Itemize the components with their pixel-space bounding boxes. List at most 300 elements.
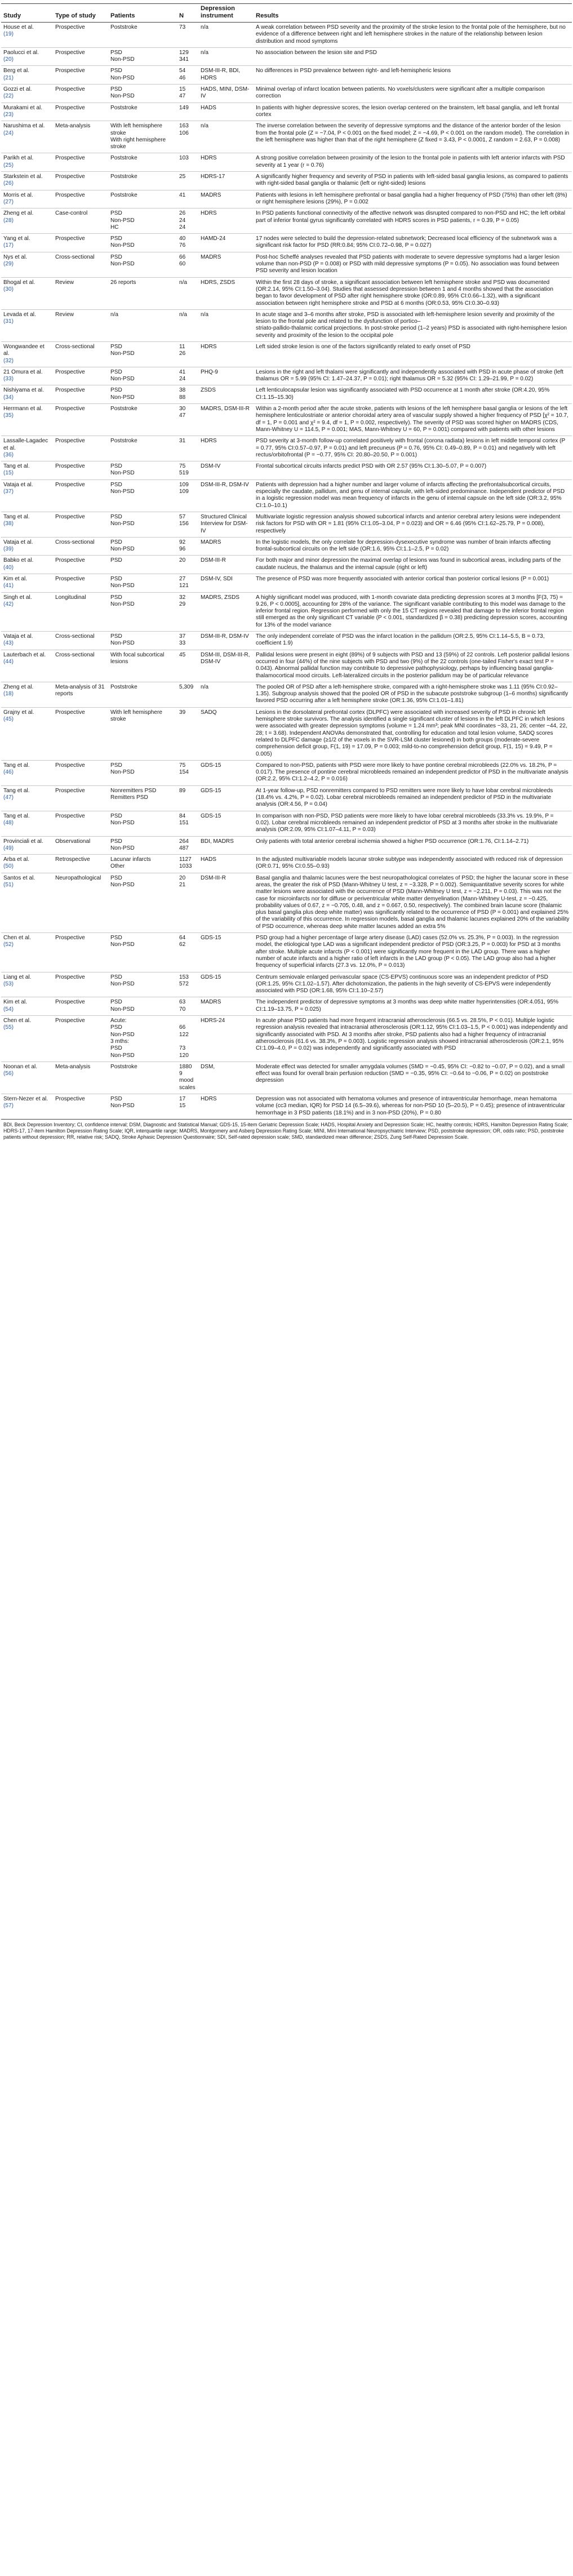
reference-link[interactable]: (56) xyxy=(3,1071,14,1077)
cell-study xyxy=(1,512,53,537)
table-row xyxy=(1,707,572,760)
table-row xyxy=(1,190,572,208)
cell-n: 40 76 xyxy=(177,234,198,252)
cell-study xyxy=(1,632,53,650)
study-author: Paolucci et al. xyxy=(3,49,39,56)
cell-results: Pallidal lesions were present in eight (89%) of 9 subjects with PSD and 13 (59%) of 22 controls. Left posterior pallidal lesions occurred in four (44%) of the nine subjects with PSD and two (9%) of the 22 controls (one-tailed Fisher's exact test P = 0.043). Abnormal pallidal function may contribute to depressive pathophysiology, perhaps by influencing basal ganglia-thalamocortical mood circuits. Left-lateralized circuits in the posterior pallidum may be of particular relevance xyxy=(254,650,572,682)
cell-patients: With left hemisphere stroke xyxy=(108,707,177,760)
cell-patients: PSD Non-PSD xyxy=(108,1094,177,1120)
study-author: Lauterbach et al. xyxy=(3,651,46,658)
study-author: Narushima et al. xyxy=(3,123,45,130)
table-row xyxy=(1,682,572,707)
cell-depression-instrument: MADRS xyxy=(198,537,254,556)
table-row xyxy=(1,650,572,682)
cell-depression-instrument: DSM-IV, SDI xyxy=(198,574,254,593)
study-author: Morris et al. xyxy=(3,192,33,198)
reference-link[interactable]: (36) xyxy=(3,451,14,458)
cell-study xyxy=(1,103,53,121)
reference-link[interactable]: (35) xyxy=(3,412,14,419)
cell-n: 27 121 xyxy=(177,574,198,593)
cell-n: 63 70 xyxy=(177,997,198,1016)
study-author: Nishiyama et al. xyxy=(3,387,44,394)
reference-link[interactable]: (39) xyxy=(3,546,14,553)
cell-type-of-study: Prospective xyxy=(53,556,108,574)
cell-study xyxy=(1,66,53,85)
study-author: Berg et al. xyxy=(3,68,30,74)
cell-type-of-study: Prospective xyxy=(53,103,108,121)
cell-type-of-study: Prospective xyxy=(53,512,108,537)
study-author: Nys et al. xyxy=(3,254,28,260)
cell-results: Depression was not associated with hematoma volumes and presence of intraventricular hemorrhage, mean hematoma volume (cc3 median, IQR) for PSD 14 (6.5–39.6), whereas for non-PSD 10 (5–20.5), P = 0.45); presence of intraventricular hemorrhage in 3 PSD patients (18.1%) and in 3 non-PSD (20%), P = 0.80 xyxy=(254,1094,572,1120)
cell-results: Centrum semiovale enlarged perivascular space (CS-EPVS) continuous score was an independent predictor of PSD (OR:1.25, 95% CI:1.02–1.57). After dichotomization, the patients in the high severity of CS-EPVS were independently associated with PSD (OR:1.68, 95% CI:1.10–2.57) xyxy=(254,972,572,997)
cell-patients: PSD Non-PSD xyxy=(108,632,177,650)
study-author: Tang et al. xyxy=(3,812,30,819)
cell-study xyxy=(1,47,53,66)
cell-type-of-study: Prospective xyxy=(53,23,108,48)
cell-type-of-study: Review xyxy=(53,309,108,341)
reference-link[interactable]: (15) xyxy=(3,470,14,477)
cell-depression-instrument: MADRS, ZSDS xyxy=(198,592,254,631)
cell-depression-instrument: HDRS-24 xyxy=(198,1016,254,1062)
cell-depression-instrument: n/a xyxy=(198,23,254,48)
cell-results: Lesions in the dorsolateral prefrontal cortex (DLPFC) were associated with increased severity of PSD in chronic left hemisphere stroke survivors. The analysis identified a single significant cluster of lesions in the left DLPFC in which lesions were associated with greater depression symptoms (volume = 1.24 mm³; peak MNI coordinates −33, 21, 26; center −44, 22, 28; t = 3.68). Independent ANOVAs demonstrated that, controlling for education and total lesion volume, SADQ scores related to DLPFC damage (≥1/2 of the voxels in the SVR-LSM cluster lesioned) in both groups (moderate-severe comprehension deficit group, F(1, 19) = 17.09, P = 0.003; mild-to-no comprehension deficit group, F(1, 15) = 9.49, P = 0.005) xyxy=(254,707,572,760)
table-row xyxy=(1,208,572,234)
cell-study xyxy=(1,1094,53,1120)
cell-type-of-study: Prospective xyxy=(53,1016,108,1062)
cell-depression-instrument: n/a xyxy=(198,47,254,66)
reference-link[interactable]: (44) xyxy=(3,658,14,665)
cell-study xyxy=(1,785,53,811)
cell-n: 149 xyxy=(177,103,198,121)
cell-patients: PSD Non-PSD xyxy=(108,537,177,556)
cell-depression-instrument: DSM-III-R, DSM-IV xyxy=(198,479,254,512)
cell-study xyxy=(1,208,53,234)
study-author: Kim et al. xyxy=(3,999,28,1006)
cell-n: n/a xyxy=(177,309,198,341)
cell-type-of-study: Prospective xyxy=(53,436,108,461)
cell-depression-instrument: DSM-III-R xyxy=(198,873,254,932)
cell-results: In comparison with non-PSD, PSD patients were more likely to have lobar cerebral microbleeds (33.3% vs. 19.9%, P = 0.02). Lobar cerebral microbleeds remained an independent predictor of PSD at 3 months after stroke in the multivariate analysis (OR:2.09, 95% CI:1.07–4.11, P = 0.03) xyxy=(254,811,572,836)
study-author: Bhogal et al. xyxy=(3,279,35,286)
cell-n: 57 156 xyxy=(177,512,198,537)
cell-depression-instrument: HDRS xyxy=(198,153,254,172)
cell-study xyxy=(1,309,53,341)
cell-depression-instrument: HDRS xyxy=(198,208,254,234)
reference-link[interactable]: (38) xyxy=(3,521,14,527)
cell-type-of-study: Prospective xyxy=(53,47,108,66)
cell-depression-instrument: n/a xyxy=(198,682,254,707)
cell-results: Within a 2-month period after the acute stroke, patients with lesions of the left hemisphere basal ganglia or lesions of the left hemisphere lenticulostriate or anterior choroidal artery area of vascular supply showed a higher frequency of PSD [χ² = 10.7, df = 1, P = 0.001 and χ² = 9.4, df = 1, P = 0.002, respectively). The severity of PSD was scored higher on MADRS (CDS, Mann-Whitney U = 114.5, P = 0.001; MAS, Mann-Whitney U = 60, P = 0.001) compared with patients with other lesions xyxy=(254,404,572,436)
reference-link[interactable]: (30) xyxy=(3,286,14,292)
cell-study xyxy=(1,592,53,631)
cell-depression-instrument: HDRS xyxy=(198,341,254,367)
reference-link[interactable]: (43) xyxy=(3,640,14,647)
cell-n: 31 xyxy=(177,436,198,461)
cell-depression-instrument: HDRS xyxy=(198,1094,254,1120)
table-row xyxy=(1,277,572,309)
cell-study xyxy=(1,121,53,153)
cell-n: 54 46 xyxy=(177,66,198,85)
cell-depression-instrument: BDI, MADRS xyxy=(198,836,254,855)
cell-type-of-study: Prospective xyxy=(53,234,108,252)
reference-link[interactable]: (45) xyxy=(3,716,14,723)
cell-type-of-study: Review xyxy=(53,277,108,309)
study-author: Vataja et al. xyxy=(3,633,33,640)
cell-study xyxy=(1,367,53,385)
cell-patients: 26 reports xyxy=(108,277,177,309)
cell-type-of-study: Prospective xyxy=(53,385,108,404)
reference-link[interactable]: (20) xyxy=(3,56,14,63)
cell-patients: PSD Non-PSD xyxy=(108,47,177,66)
cell-study xyxy=(1,836,53,855)
cell-study xyxy=(1,190,53,208)
cell-study xyxy=(1,234,53,252)
reference-link[interactable]: (37) xyxy=(3,488,14,495)
reference-link[interactable]: (28) xyxy=(3,217,14,224)
cell-results: Within the first 28 days of stroke, a significant association between left hemisphere stroke and PSD was documented (OR:2.14, 95% CI:1.50–3.04). Studies that assessed depression between 1 and 4 months showed that the association began to favor development of PSD after right hemisphere stroke (OR:0.89, 95% CI:0.66–1.32), with a significant association between right hemisphere stroke and PSD at 6 months (OR:0.53, 95% CI:0.30–0.93) xyxy=(254,277,572,309)
reference-link[interactable]: (25) xyxy=(3,162,14,168)
cell-results: In acute stage and 3–6 months after stroke, PSD is associated with left-hemisphere lesion severity and proximity of the lesion to the frontal pole and related to the dysfunction of portico– striato-pallido-thalamic cortical projections. In post-stroke period (1–2 years) PSD is associated with right-hemisphere lesion severity and proximity of the lesion to the occipital pole xyxy=(254,309,572,341)
cell-patients: Poststroke xyxy=(108,103,177,121)
cell-n: 26 24 24 xyxy=(177,208,198,234)
cell-results: Post-hoc Scheffé analyses revealed that PSD patients with moderate to severe depressive symptoms had a larger lesion volume than non-PSD (P = 0.008) or PSD with mild depressive symptoms (P = 0.05). No association was found between PSD severity and lesion location xyxy=(254,252,572,277)
cell-patients: PSD Non-PSD xyxy=(108,592,177,631)
cell-type-of-study: Prospective xyxy=(53,190,108,208)
reference-link[interactable]: (24) xyxy=(3,130,14,136)
cell-depression-instrument: DSM-IV xyxy=(198,461,254,480)
table-row xyxy=(1,461,572,480)
study-author: Tang et al. xyxy=(3,513,30,520)
cell-patients: Poststroke xyxy=(108,23,177,48)
cell-n: 38 88 xyxy=(177,385,198,404)
study-author: Provinciali et al. xyxy=(3,838,43,845)
cell-patients: PSD Non-PSD xyxy=(108,479,177,512)
cell-depression-instrument: HDRS-17 xyxy=(198,172,254,190)
study-author: Chen et al. xyxy=(3,1018,31,1024)
cell-depression-instrument: MADRS xyxy=(198,997,254,1016)
study-author: Stern-Nezer et al. xyxy=(3,1096,48,1102)
cell-results: In acute phase PSD patients had more frequent intracranial atherosclerosis (66.5 vs. 28.5%, P < 0.01). Multiple logistic regression analysis revealed that intracranial atherosclerosis (OR:1.12, 95% CI:1.03–1.5, P < 0.001) was independently and significantly associated with PSD. At 3 months after stroke, PSD patients also had a higher frequency of intracranial atherosclerosis (61.6 vs. 38.3%, P = 0.003). Logistic regression analysis showed intracranial atherosclerosis (OR:2.1, 95% CI:1.09–4.0, P = 0.02) was independently and significantly associated with PSD xyxy=(254,1016,572,1062)
reference-link[interactable]: (26) xyxy=(3,180,14,187)
reference-link[interactable]: (41) xyxy=(3,583,14,589)
header-n: N xyxy=(177,4,198,23)
cell-results: In PSD patients functional connectivity of the affective network was disrupted compared to non-PSD and HC; the left orbital part of inferior frontal gyrus significantly correlated with HDRS scores in PSD patients, r = 0.39, P = 0.05) xyxy=(254,208,572,234)
cell-depression-instrument: GDS-15 xyxy=(198,811,254,836)
cell-patients: Poststroke xyxy=(108,172,177,190)
table-row xyxy=(1,592,572,631)
study-author: Chen et al. xyxy=(3,935,31,941)
study-author: Starkstein et al. xyxy=(3,174,43,180)
cell-type-of-study: Prospective xyxy=(53,574,108,593)
reference-link[interactable]: (18) xyxy=(3,691,14,698)
cell-type-of-study: Prospective xyxy=(53,153,108,172)
cell-results: At 1-year follow-up, PSD nonremitters compared to PSD remitters were more likely to have lobar cerebral microbleeds (18.4% vs. 4.2%, P = 0.02). Lobar cerebral microbleeds remained an independent predictor of PSD in the multivariate analysis (OR:4.56, P = 0.04) xyxy=(254,785,572,811)
cell-study xyxy=(1,707,53,760)
cell-depression-instrument: MADRS, DSM-III-R xyxy=(198,404,254,436)
table-row xyxy=(1,153,572,172)
header-results: Results xyxy=(254,4,572,23)
table-row xyxy=(1,172,572,190)
cell-type-of-study: Case-control xyxy=(53,208,108,234)
cell-n: 30 47 xyxy=(177,404,198,436)
cell-results: 17 nodes were selected to build the depression-related subnetwork; Decreased local efficiency of the subnetwork was a significant risk factor for PSD (RR:0.84; 95% CI:0.72–0.98, P = 0.027) xyxy=(254,234,572,252)
cell-type-of-study: Retrospective xyxy=(53,855,108,873)
cell-n: 66 60 xyxy=(177,252,198,277)
cell-patients: PSD Non-PSD xyxy=(108,574,177,593)
cell-depression-instrument: HDRS, ZSDS xyxy=(198,277,254,309)
reference-link[interactable]: (31) xyxy=(3,318,14,325)
cell-depression-instrument: GDS-15 xyxy=(198,760,254,785)
cell-depression-instrument: ZSDS xyxy=(198,385,254,404)
cell-results: No association between the lesion site and PSD xyxy=(254,47,572,66)
cell-type-of-study: Cross-sectional xyxy=(53,341,108,367)
cell-study xyxy=(1,811,53,836)
header-patients: Patients xyxy=(108,4,177,23)
cell-study xyxy=(1,997,53,1016)
cell-results: Left lenticulocapsular lesion was significantly associated with PSD occurrence at 1 month after stroke (OR:4.20, 95% CI:1.15–15.30) xyxy=(254,385,572,404)
reference-link[interactable]: (55) xyxy=(3,1024,14,1031)
cell-type-of-study: Cross-sectional xyxy=(53,650,108,682)
table-header xyxy=(1,4,572,23)
reference-link[interactable]: (23) xyxy=(3,111,14,118)
cell-results: The presence of PSD was more frequently associated with anterior cortical than posterior cortical lesions (P = 0.001) xyxy=(254,574,572,593)
study-author: Zheng et al. xyxy=(3,210,34,217)
cell-n: 45 xyxy=(177,650,198,682)
cell-n: 64 62 xyxy=(177,933,198,972)
cell-results: Moderate effect was detected for smaller amygdala volumes (SMD = −0.45, 95% CI: −0.82 to −0.07, P = 0.02), and a small effect was found for overall brain perfusion reduction (SMD = −0.35, 95% CI: −0.64 to −0.06, P = 0.02) on poststroke depression xyxy=(254,1062,572,1094)
table-row xyxy=(1,1062,572,1094)
cell-n: 15 47 xyxy=(177,85,198,103)
cell-results: The inverse correlation between the severity of depressive symptoms and the distance of the anterior border of the lesion from the frontal pole (Z = −7.04, P < 0.001 on the fixed model; Z = −4.69, P < 0.001 on the random model). The correlation in the left hemisphere was higher than that of the right hemisphere (Z fixed = 3.43, P < 0.0001, Z random = 2.63, P = 0.008) xyxy=(254,121,572,153)
cell-results: Left sided stroke lesion is one of the factors significantly related to early onset of PSD xyxy=(254,341,572,367)
cell-depression-instrument: DSM, xyxy=(198,1062,254,1094)
cell-n: 39 xyxy=(177,707,198,760)
cell-depression-instrument: GDS-15 xyxy=(198,972,254,997)
cell-type-of-study: Prospective xyxy=(53,707,108,760)
study-author: Grajny et al. xyxy=(3,709,34,716)
cell-type-of-study: Prospective xyxy=(53,172,108,190)
cell-results: Patients with lesions in left hemisphere prefrontal or basal ganglia had a higher frequency of PSD (75%) than other left (8%) or right hemisphere lesions (29%), P = 0.002 xyxy=(254,190,572,208)
table-body xyxy=(1,23,572,1120)
cell-patients: PSD xyxy=(108,556,177,574)
cell-n: 1127 1033 xyxy=(177,855,198,873)
cell-type-of-study: Prospective xyxy=(53,933,108,972)
studies-table xyxy=(1,3,572,1120)
cell-results: The pooled OR of PSD after a left-hemisphere stroke, compared with a right-hemisphere stroke was 1.11 (95% CI:0.92–1.35). Subgroup analysis showed that the pooled OR of PSD in the subacute poststroke subgroup (1–6 months) significantly favored PSD occurring after a left hemisphere stroke (OR:1.36, 95% CI:1.01–1.81) xyxy=(254,682,572,707)
table-row xyxy=(1,760,572,785)
cell-results: In the adjusted multivariable models lacunar stroke subtype was independently associated with reduced risk of depression (OR:0.71, 95% CI:0.55–0.93) xyxy=(254,855,572,873)
reference-link[interactable]: (54) xyxy=(3,1006,14,1012)
reference-link[interactable]: (22) xyxy=(3,93,14,100)
cell-patients: PSD Non-PSD xyxy=(108,85,177,103)
table-row xyxy=(1,23,572,48)
reference-link[interactable]: (32) xyxy=(3,357,14,364)
cell-type-of-study: Cross-sectional xyxy=(53,252,108,277)
cell-depression-instrument: HADS xyxy=(198,103,254,121)
cell-depression-instrument: HADS xyxy=(198,855,254,873)
cell-type-of-study: Prospective xyxy=(53,66,108,85)
table-row xyxy=(1,1016,572,1062)
reference-link[interactable]: (49) xyxy=(3,845,14,851)
reference-link[interactable]: (47) xyxy=(3,794,14,801)
literature-table-page xyxy=(0,0,573,1146)
reference-link[interactable]: (19) xyxy=(3,31,14,38)
table-row xyxy=(1,933,572,972)
cell-depression-instrument: HAMD-24 xyxy=(198,234,254,252)
reference-link[interactable]: (57) xyxy=(3,1103,14,1109)
table-row xyxy=(1,103,572,121)
cell-type-of-study: Prospective xyxy=(53,479,108,512)
study-author: Gozzi et al. xyxy=(3,86,32,93)
table-row xyxy=(1,512,572,537)
study-author: 21 Omura et al. xyxy=(3,368,43,375)
cell-results: Only patients with total anterior cerebral ischemia showed a higher PSD occurrence (OR:1.76, CI:1.14–2.71) xyxy=(254,836,572,855)
cell-results: Multivariate logistic regression analysis showed subcortical infarcts and anterior cerebral artery lesions were independent risk factors for PSD with OR = 1.81 (95% CI:1.05–3.04, P = 0.023) and OR = 6.46 (95% CI:1.62–25.79, P = 0.008), respectively xyxy=(254,512,572,537)
study-author: Tang et al. xyxy=(3,787,30,794)
cell-depression-instrument: GDS-15 xyxy=(198,933,254,972)
cell-patients: PSD Non-PSD xyxy=(108,341,177,367)
table-row xyxy=(1,367,572,385)
table-row xyxy=(1,85,572,103)
cell-patients: Poststroke xyxy=(108,404,177,436)
reference-link[interactable]: (53) xyxy=(3,980,14,987)
reference-link[interactable]: (46) xyxy=(3,769,14,776)
table-row xyxy=(1,556,572,574)
study-author: Arba et al. xyxy=(3,856,30,863)
reference-link[interactable]: (42) xyxy=(3,601,14,607)
reference-link[interactable]: (33) xyxy=(3,376,14,383)
cell-n: 75 154 xyxy=(177,760,198,785)
cell-n: 1880 9 mood scales xyxy=(177,1062,198,1094)
cell-results: In the logistic models, the only correlate for depression-dysexecutive syndrome was number of brain infarcts affecting frontal-subcortical circuits on the left side (OR:1.6, 95% CI:1.1–2.5, P = 0.02) xyxy=(254,537,572,556)
cell-study xyxy=(1,404,53,436)
cell-study xyxy=(1,341,53,367)
cell-study xyxy=(1,1016,53,1062)
cell-study xyxy=(1,760,53,785)
cell-n: 25 xyxy=(177,172,198,190)
cell-depression-instrument: DSM-III, DSM-III-R, DSM-IV xyxy=(198,650,254,682)
cell-depression-instrument: DSM-III-R xyxy=(198,556,254,574)
cell-depression-instrument: Structured Clinical Interview for DSM-IV xyxy=(198,512,254,537)
reference-link[interactable]: (17) xyxy=(3,242,14,249)
cell-study xyxy=(1,252,53,277)
cell-patients: PSD Non-PSD HC xyxy=(108,208,177,234)
cell-depression-instrument: GDS-15 xyxy=(198,785,254,811)
reference-link[interactable]: (27) xyxy=(3,198,14,205)
cell-results: Lesions in the right and left thalami were significantly and independently associated with PSD in acute phase of stroke (left thalamus OR = 5.99 (95% CI: 1.47–24.37, P = 0.01); right thalamus OR = 5.32 (95% CI: 1.29–21.99, P = 0.02) xyxy=(254,367,572,385)
study-author: Lassalle-Lagadec et al. xyxy=(3,438,48,451)
cell-results: Frontal subcortical circuits infarcts predict PSD with OR 2.57 (95% CI:1.30–5.07, P = 0.007) xyxy=(254,461,572,480)
cell-depression-instrument: DSM-III-R, DSM-IV xyxy=(198,632,254,650)
cell-depression-instrument: DSM-III-R, BDI, HDRS xyxy=(198,66,254,85)
cell-study xyxy=(1,479,53,512)
header-depression-instrument: Depression instrument xyxy=(198,4,254,23)
cell-patients: With left hemisphere stroke With right hemisphere stroke xyxy=(108,121,177,153)
cell-study xyxy=(1,537,53,556)
reference-link[interactable]: (52) xyxy=(3,941,14,948)
table-row xyxy=(1,436,572,461)
cell-patients: PSD Non-PSD xyxy=(108,873,177,932)
study-author: Singh et al. xyxy=(3,594,32,601)
cell-n: 11 26 xyxy=(177,341,198,367)
cell-type-of-study: Cross-sectional xyxy=(53,537,108,556)
reference-link[interactable]: (34) xyxy=(3,394,14,401)
cell-study xyxy=(1,277,53,309)
table-row xyxy=(1,811,572,836)
cell-patients: Nonremitters PSD Remitters PSD xyxy=(108,785,177,811)
cell-results: The independent predictor of depressive symptoms at 3 months was deep white matter hyperintensities (OR:4.051, 95% CI:1.19–13.75, P = 0.025) xyxy=(254,997,572,1016)
cell-n: 92 96 xyxy=(177,537,198,556)
cell-n: 32 29 xyxy=(177,592,198,631)
cell-study xyxy=(1,85,53,103)
reference-link[interactable]: (29) xyxy=(3,261,14,268)
study-author: Murakami et al. xyxy=(3,104,42,111)
cell-study xyxy=(1,436,53,461)
cell-results: A highly significant model was produced, with 1-month covariate data predicting depression scores at 3 months [F(3, 75) = 9.26, P < 0.0005], accounting for 28% of the variance. The significant variable contributing to this model was damage to the inferior frontal region. Regression performed with only the 15 CT regions revealed that damage to the inferior frontal region still emerged as the only significant CT variable (P < 0.001, standardized β = 0.38) predicting depression scores, accounting for 13% of the model variance xyxy=(254,592,572,631)
cell-type-of-study: Observational xyxy=(53,836,108,855)
cell-patients: Poststroke xyxy=(108,682,177,707)
cell-study xyxy=(1,172,53,190)
study-author: Yang et al. xyxy=(3,236,30,242)
cell-n: 17 15 xyxy=(177,1094,198,1120)
table-row xyxy=(1,309,572,341)
cell-n: 41 24 xyxy=(177,367,198,385)
cell-depression-instrument: MADRS xyxy=(198,190,254,208)
study-author: Zheng et al. xyxy=(3,683,34,690)
cell-results: In patients with higher depressive scores, the lesion overlap centered on the brainstem, left basal ganglia, and left frontal cortex xyxy=(254,103,572,121)
table-row xyxy=(1,385,572,404)
cell-study xyxy=(1,1062,53,1094)
cell-n: 129 341 xyxy=(177,47,198,66)
reference-link[interactable]: (40) xyxy=(3,564,14,571)
reference-link[interactable]: (48) xyxy=(3,819,14,826)
cell-patients: PSD Non-PSD xyxy=(108,367,177,385)
cell-type-of-study: Prospective xyxy=(53,461,108,480)
cell-patients: With focal subcortical lesions xyxy=(108,650,177,682)
table-row xyxy=(1,234,572,252)
cell-n: 84 151 xyxy=(177,811,198,836)
cell-patients: Poststroke xyxy=(108,436,177,461)
cell-depression-instrument: SADQ xyxy=(198,707,254,760)
table-row xyxy=(1,972,572,997)
cell-depression-instrument: HDRS xyxy=(198,436,254,461)
study-author: Babko et al. xyxy=(3,557,34,564)
table-row xyxy=(1,341,572,367)
cell-patients: PSD Non-PSD xyxy=(108,760,177,785)
cell-type-of-study: Cross-sectional xyxy=(53,632,108,650)
cell-depression-instrument: HADS, MINI, DSM-IV xyxy=(198,85,254,103)
cell-patients: Acute: PSD Non-PSD 3 mths: PSD Non-PSD xyxy=(108,1016,177,1062)
cell-patients: PSD Non-PSD xyxy=(108,385,177,404)
reference-link[interactable]: (50) xyxy=(3,863,14,870)
table-row xyxy=(1,537,572,556)
cell-study xyxy=(1,682,53,707)
reference-link[interactable]: (21) xyxy=(3,74,14,81)
reference-link[interactable]: (51) xyxy=(3,881,14,888)
study-author: Noonan et al. xyxy=(3,1063,38,1070)
cell-study xyxy=(1,574,53,593)
cell-n: 75 519 xyxy=(177,461,198,480)
cell-study xyxy=(1,650,53,682)
cell-type-of-study: Prospective xyxy=(53,404,108,436)
cell-depression-instrument: n/a xyxy=(198,121,254,153)
table-row xyxy=(1,66,572,85)
cell-depression-instrument: MADRS xyxy=(198,252,254,277)
cell-type-of-study: Prospective xyxy=(53,367,108,385)
study-author: Vataja et al. xyxy=(3,481,33,488)
cell-n: 41 xyxy=(177,190,198,208)
cell-patients: Poststroke xyxy=(108,1062,177,1094)
